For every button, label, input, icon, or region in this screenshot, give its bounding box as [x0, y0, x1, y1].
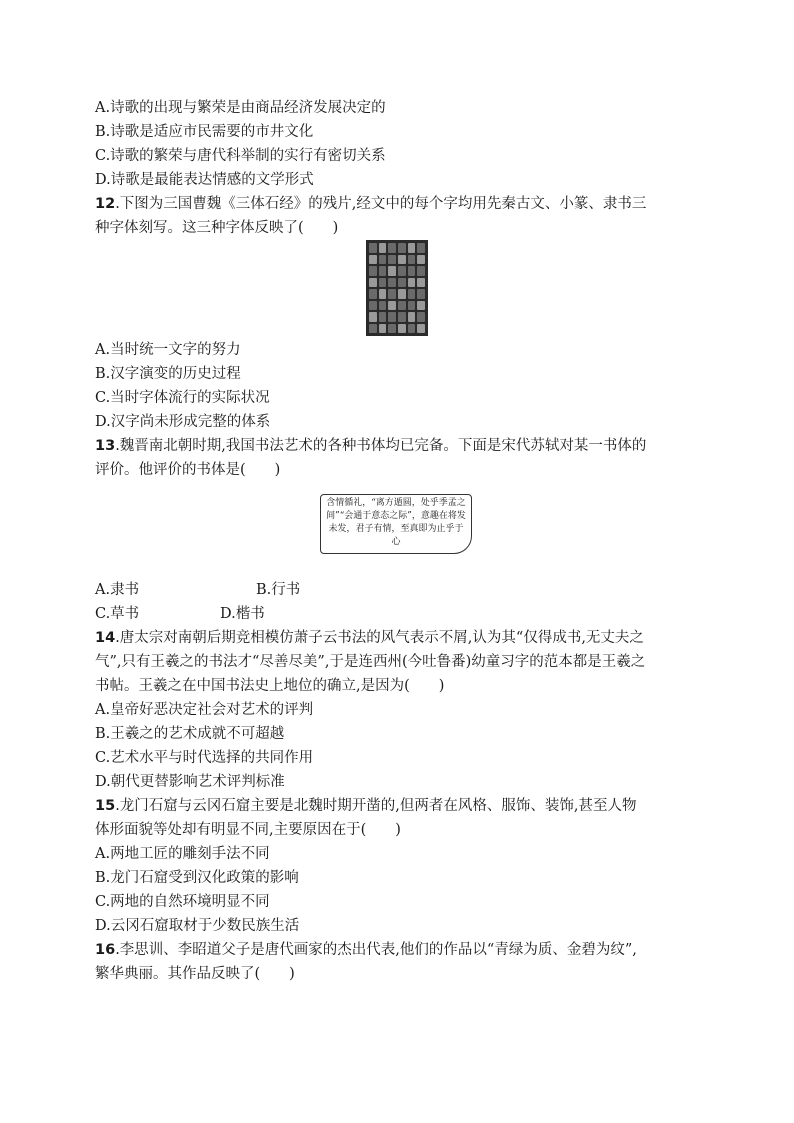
q13-option-a: A.隶书 [95, 582, 140, 598]
stone-classic-fragment-image [366, 240, 428, 336]
q14-stem-line-2: 气”,只有王羲之的书法才“尽善尽美”,于是连西州(今吐鲁番)幼童习字的范本都是王羲之 [95, 654, 646, 670]
q15-option-b: B.龙门石窟受到汉化政策的影响 [95, 870, 299, 886]
q16-stem-text: .李思训、李昭道父子是唐代画家的杰出代表,他们的作品以“青绿为质、金碧为纹”, [115, 942, 637, 958]
q13-option-d: D.楷书 [220, 606, 265, 622]
q12-stem-line-1 [95, 194, 646, 214]
q11-option-b: B.诗歌是适应市民需要的市井文化 [95, 124, 314, 140]
q14-option-b: B.王羲之的艺术成就不可超越 [95, 726, 285, 742]
q13-stem-line-1 [95, 436, 646, 456]
q15-stem-text: .龙门石窟与云冈石窟主要是北魏时期开凿的,但两者在风格、服饰、装饰,甚至人物 [115, 798, 637, 814]
q15-stem-line-2: 体形面貌等处却有明显不同,主要原因在于( ) [95, 822, 401, 838]
q15-option-c: C.两地的自然环境明显不同 [95, 894, 270, 910]
q12-option-b: B.汉字演变的历史过程 [95, 366, 241, 382]
q13-option-b: B.行书 [256, 582, 301, 598]
q12-stem-line-2: 种字体刻写。这三种字体反映了( ) [95, 220, 339, 236]
q15-number: 15 [95, 798, 116, 814]
q12-option-c: C.当时字体流行的实际状况 [95, 390, 270, 406]
q13-number: 13 [95, 438, 116, 454]
q16-stem-line-2: 繁华典丽。其作品反映了( ) [95, 966, 295, 982]
q14-stem-line-1 [95, 628, 644, 648]
q15-option-d: D.云冈石窟取材于少数民族生活 [95, 918, 300, 934]
q14-stem-text: .唐太宗对南朝后期竞相模仿萧子云书法的风气表示不屑,认为其“仅得成书,无丈夫之 [115, 630, 644, 646]
q12-option-d: D.汉字尚未形成完整的体系 [95, 414, 271, 430]
q15-stem-line-1 [95, 796, 637, 816]
q16-number: 16 [95, 942, 116, 958]
q14-option-c: C.艺术水平与时代选择的共同作用 [95, 750, 314, 766]
quote-speech-bubble [320, 494, 472, 554]
q14-number: 14 [95, 630, 116, 646]
q13-option-c: C.草书 [95, 606, 140, 622]
q14-option-d: D.朝代更替影响艺术评判标准 [95, 774, 285, 790]
q16-stem-line-1 [95, 940, 637, 960]
q12-option-a: A.当时统一文字的努力 [95, 342, 241, 358]
quote-text: 含情循礼，“离方遁圆，处乎季孟之间”“会通于意态之际”，意趣在将发未发，君子有情，至真即为止乎于心 [326, 498, 466, 547]
q12-number: 12 [95, 196, 116, 212]
q12-stem-text: .下图为三国曹魏《三体石经》的残片,经文中的每个字均用先秦古文、小篆、隶书三 [115, 196, 647, 212]
q14-stem-line-3: 书帖。王羲之在中国书法史上地位的确立,是因为( ) [95, 678, 445, 694]
q14-option-a: A.皇帝好恶决定社会对艺术的评判 [95, 702, 314, 718]
q11-option-a: A.诗歌的出现与繁荣是由商品经济发展决定的 [95, 100, 386, 116]
q13-stem-line-2: 评价。他评价的书体是( ) [95, 462, 281, 478]
q11-option-d: D.诗歌是最能表达情感的文学形式 [95, 172, 314, 188]
q15-option-a: A.两地工匠的雕刻手法不同 [95, 846, 270, 862]
q11-option-c: C.诗歌的繁荣与唐代科举制的实行有密切关系 [95, 148, 386, 164]
q13-stem-text: .魏晋南北朝时期,我国书法艺术的各种书体均已完备。下面是宋代苏轼对某一书体的 [115, 438, 647, 454]
